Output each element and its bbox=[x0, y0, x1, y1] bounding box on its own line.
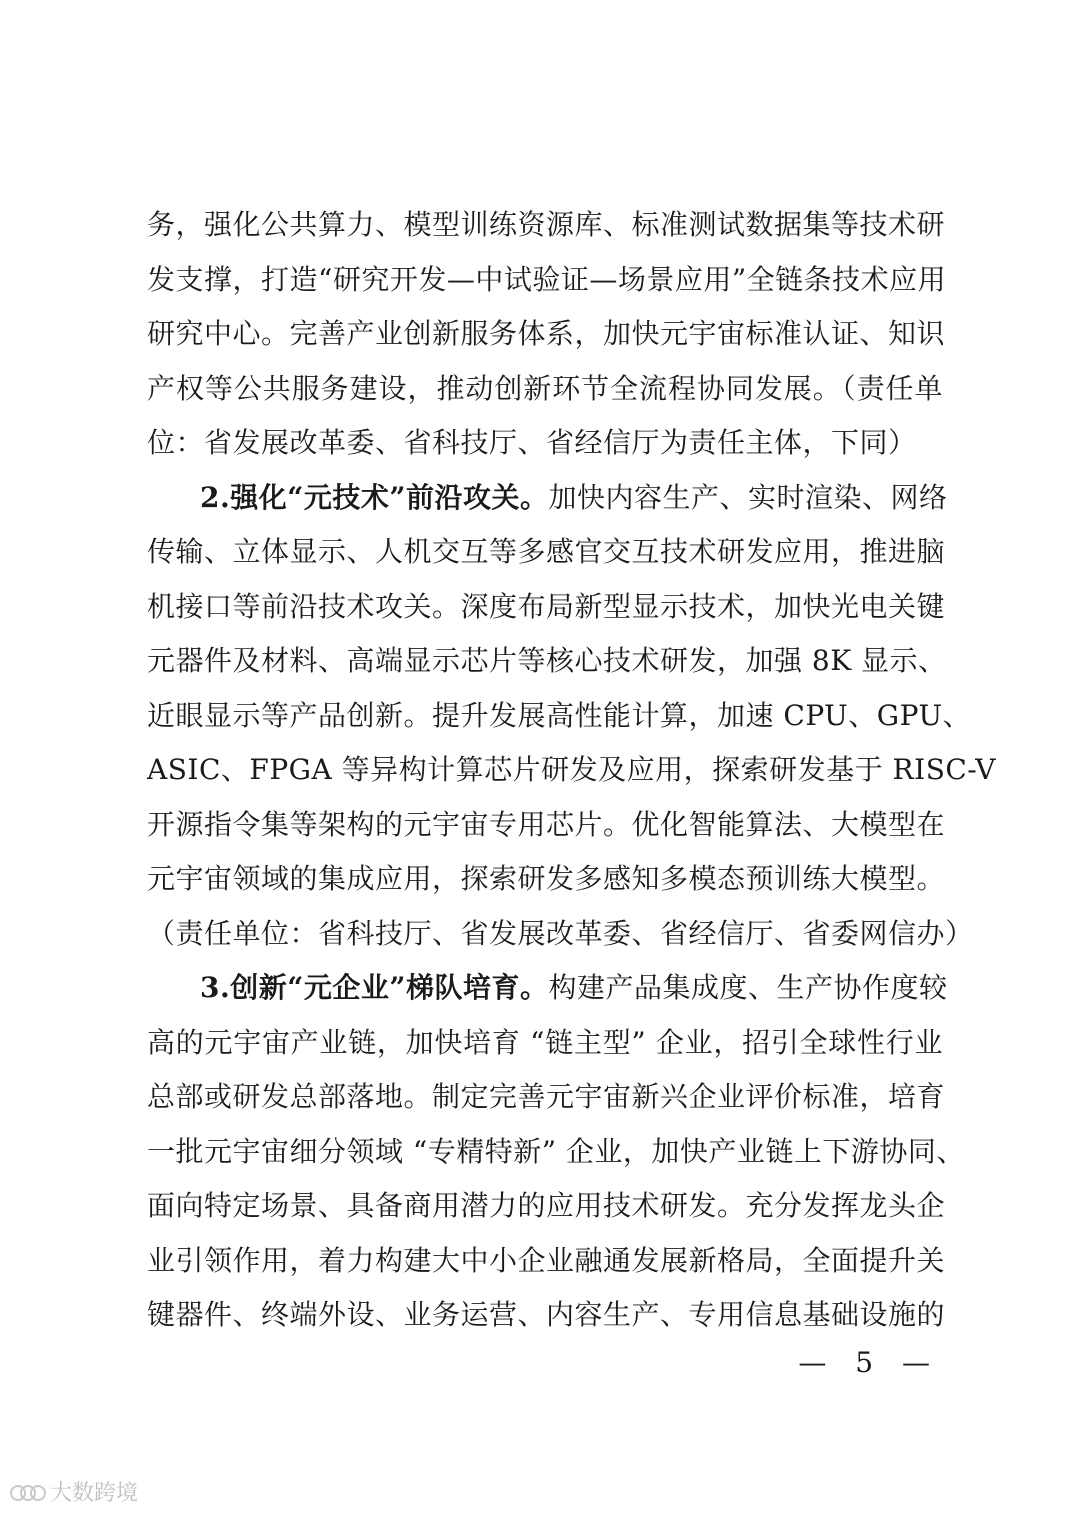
text-line bbox=[147, 905, 974, 963]
line-text: （责任单位：省科技厅、省发展改革委、省经信厅、省委网信办） bbox=[147, 917, 974, 950]
line-text: 务，强化公共算力、模型训练资源库、标准测试数据集等技术研 bbox=[147, 208, 946, 241]
line-text: 业引领作用，着力构建大中小企业融通发展新格局，全面提升关 bbox=[147, 1244, 946, 1277]
text-line bbox=[147, 632, 947, 690]
line-text: 元宇宙领域的集成应用，探索研发多感知多模态预训练大模型。 bbox=[147, 862, 946, 895]
watermark-text: 大数跨境 bbox=[50, 1481, 139, 1506]
text-line bbox=[147, 578, 946, 636]
line-text: 机接口等前沿技术攻关。深度布局新型显示技术，加快光电关键 bbox=[147, 590, 946, 623]
text-line bbox=[147, 741, 996, 799]
line-text: 研究中心。完善产业创新服务体系，加快元宇宙标准认证、知识 bbox=[147, 317, 946, 350]
text-line bbox=[147, 687, 972, 745]
section-heading: 3.创新“元企业”梯队培育。 bbox=[200, 971, 549, 1004]
line-text: 构建产品集成度、生产协作度较 bbox=[548, 971, 948, 1004]
line-text: 开源指令集等架构的元宇宙专用芯片。优化智能算法、大模型在 bbox=[147, 808, 946, 841]
line-text: 元器件及材料、高端显示芯片等核心技术研发，加强 8K 显示、 bbox=[147, 644, 947, 677]
text-line bbox=[147, 414, 943, 472]
text-line bbox=[147, 1068, 946, 1126]
line-text: 键器件、终端外设、业务运营、内容生产、专用信息基础设施的 bbox=[147, 1298, 946, 1331]
text-line bbox=[147, 305, 946, 363]
text-line bbox=[147, 360, 943, 418]
watermark bbox=[10, 1476, 138, 1507]
text-line bbox=[147, 1232, 946, 1290]
line-text: 高的元宇宙产业链，加快培育 “链主型” 企业，招引全球性行业 bbox=[147, 1026, 943, 1059]
text-line bbox=[147, 1123, 965, 1181]
text-line bbox=[147, 796, 946, 854]
text-line bbox=[147, 1286, 946, 1344]
page-number: — 5 — bbox=[798, 1346, 940, 1379]
text-line bbox=[147, 523, 946, 581]
text-line bbox=[147, 251, 947, 309]
line-text: 总部或研发总部落地。制定完善元宇宙新兴企业评价标准，培育 bbox=[147, 1080, 946, 1113]
line-text: 加快内容生产、实时渲染、网络 bbox=[548, 481, 948, 514]
line-text: 产权等公共服务建设，推动创新环节全流程协同发展。（责任单 bbox=[147, 372, 943, 405]
watermark-logo-icon bbox=[10, 1481, 44, 1503]
line-text: 面向特定场景、具备商用潜力的应用技术研发。充分发挥龙头企 bbox=[147, 1189, 946, 1222]
line-text: 位：省发展改革委、省科技厅、省经信厅为责任主体，下同） bbox=[147, 426, 917, 459]
text-line bbox=[147, 850, 946, 908]
section-heading: 2.强化“元技术”前沿攻关。 bbox=[200, 481, 549, 514]
text-line bbox=[147, 1014, 943, 1072]
line-text: 传输、立体显示、人机交互等多感官交互技术研发应用，推进脑 bbox=[147, 535, 946, 568]
text-line bbox=[200, 469, 948, 527]
text-line bbox=[147, 1177, 946, 1235]
line-text: 发支撑，打造“研究开发—中试验证—场景应用”全链条技术应用 bbox=[147, 263, 947, 296]
text-line bbox=[200, 959, 948, 1017]
text-line bbox=[147, 196, 946, 254]
line-text: ASIC、FPGA 等异构计算芯片研发及应用，探索研发基于 RISC-V bbox=[147, 753, 996, 786]
line-text: 一批元宇宙细分领域 “专精特新” 企业，加快产业链上下游协同、 bbox=[147, 1135, 965, 1168]
line-text: 近眼显示等产品创新。提升发展高性能计算，加速 CPU、GPU、 bbox=[147, 699, 972, 732]
